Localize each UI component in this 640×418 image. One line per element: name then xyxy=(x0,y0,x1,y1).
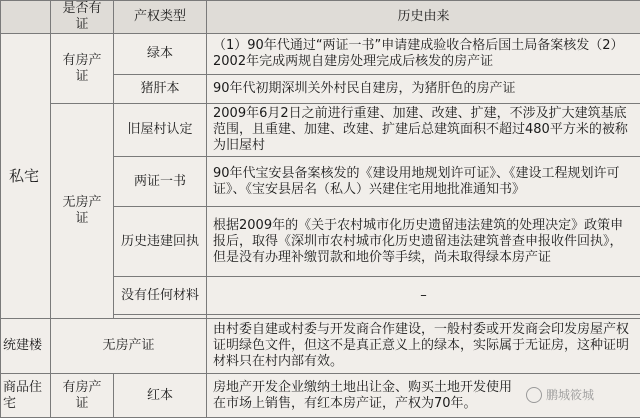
header-row xyxy=(1,1,640,34)
header-history: 历史由来 xyxy=(207,1,640,34)
header-has-cert: 是否有证 xyxy=(51,1,114,34)
desc-liver: 90年代初期深圳关外村民自建房，为猪肝色的房产证 xyxy=(207,75,640,104)
type-historic-receipt: 历史违建回执 xyxy=(114,207,207,277)
desc-old-village: 2009年6月2日之前进行重建、加建、改建、扩建，不涉及扩大建筑基底范围，且重建、加建、改建、扩建后总建筑面积不超过480平方米的被称为旧屋村 xyxy=(207,104,640,157)
cert-status: 无房产证 xyxy=(51,104,114,319)
watermark xyxy=(526,386,594,403)
table-row xyxy=(1,104,640,157)
watermark-text: 鹏城筱城 xyxy=(546,386,594,403)
category-private: 私宅 xyxy=(1,34,51,319)
header-blank xyxy=(1,1,51,34)
table-row xyxy=(1,319,640,374)
cert-status: 无房产证 xyxy=(51,319,207,374)
desc-two-certs: 90年代宝安县备案核发的《建设用地规划许可证》、《建设工程规划许可证》、《宝安县居名（私人）兴建住宅用地批准通知书》 xyxy=(207,157,640,207)
type-no-materials: 没有任何材料 xyxy=(114,277,207,315)
category-unified: 统建楼 xyxy=(1,319,51,374)
desc-red: 房地产开发企业缴纳土地出让金、购买土地开发使用在市场上销售，有红本房产证，产权为70年。 xyxy=(207,374,640,418)
cert-status: 有房产证 xyxy=(51,374,114,418)
wechat-icon xyxy=(526,387,542,403)
header-type: 产权类型 xyxy=(114,1,207,34)
category-commercial: 商品住宅 xyxy=(1,374,51,418)
type-two-certs: 两证一书 xyxy=(114,157,207,207)
type-liver: 猪肝本 xyxy=(114,75,207,104)
desc-green: （1）90年代通过“两证一书”申请建成验收合格后国土局备案核发（2）2002年完成两规自建房处理完成后核发的房产证 xyxy=(207,34,640,75)
cert-status: 有房产证 xyxy=(51,34,114,104)
desc-no-materials: – xyxy=(207,277,640,315)
desc-historic-receipt: 根据2009年的《关于农村城市化历史遗留违法建筑的处理决定》政策申报后，取得《深圳市农村城市化历史遗留违法建筑普查申报收件回执》，但是没有办理补缴罚款和地价等手续，尚未取得绿本房产证 xyxy=(207,207,640,277)
type-green: 绿本 xyxy=(114,34,207,75)
table-row xyxy=(1,34,640,75)
type-red: 红本 xyxy=(114,374,207,418)
desc-unified: 由村委自建或村委与开发商合作建设，一般村委或开发商会印发房屋产权证明绿色文件，但这不是真正意义上的绿本，实际属于无证房，这种证明材料只在村内部有效。 xyxy=(207,319,640,374)
type-old-village: 旧屋村认定 xyxy=(114,104,207,157)
